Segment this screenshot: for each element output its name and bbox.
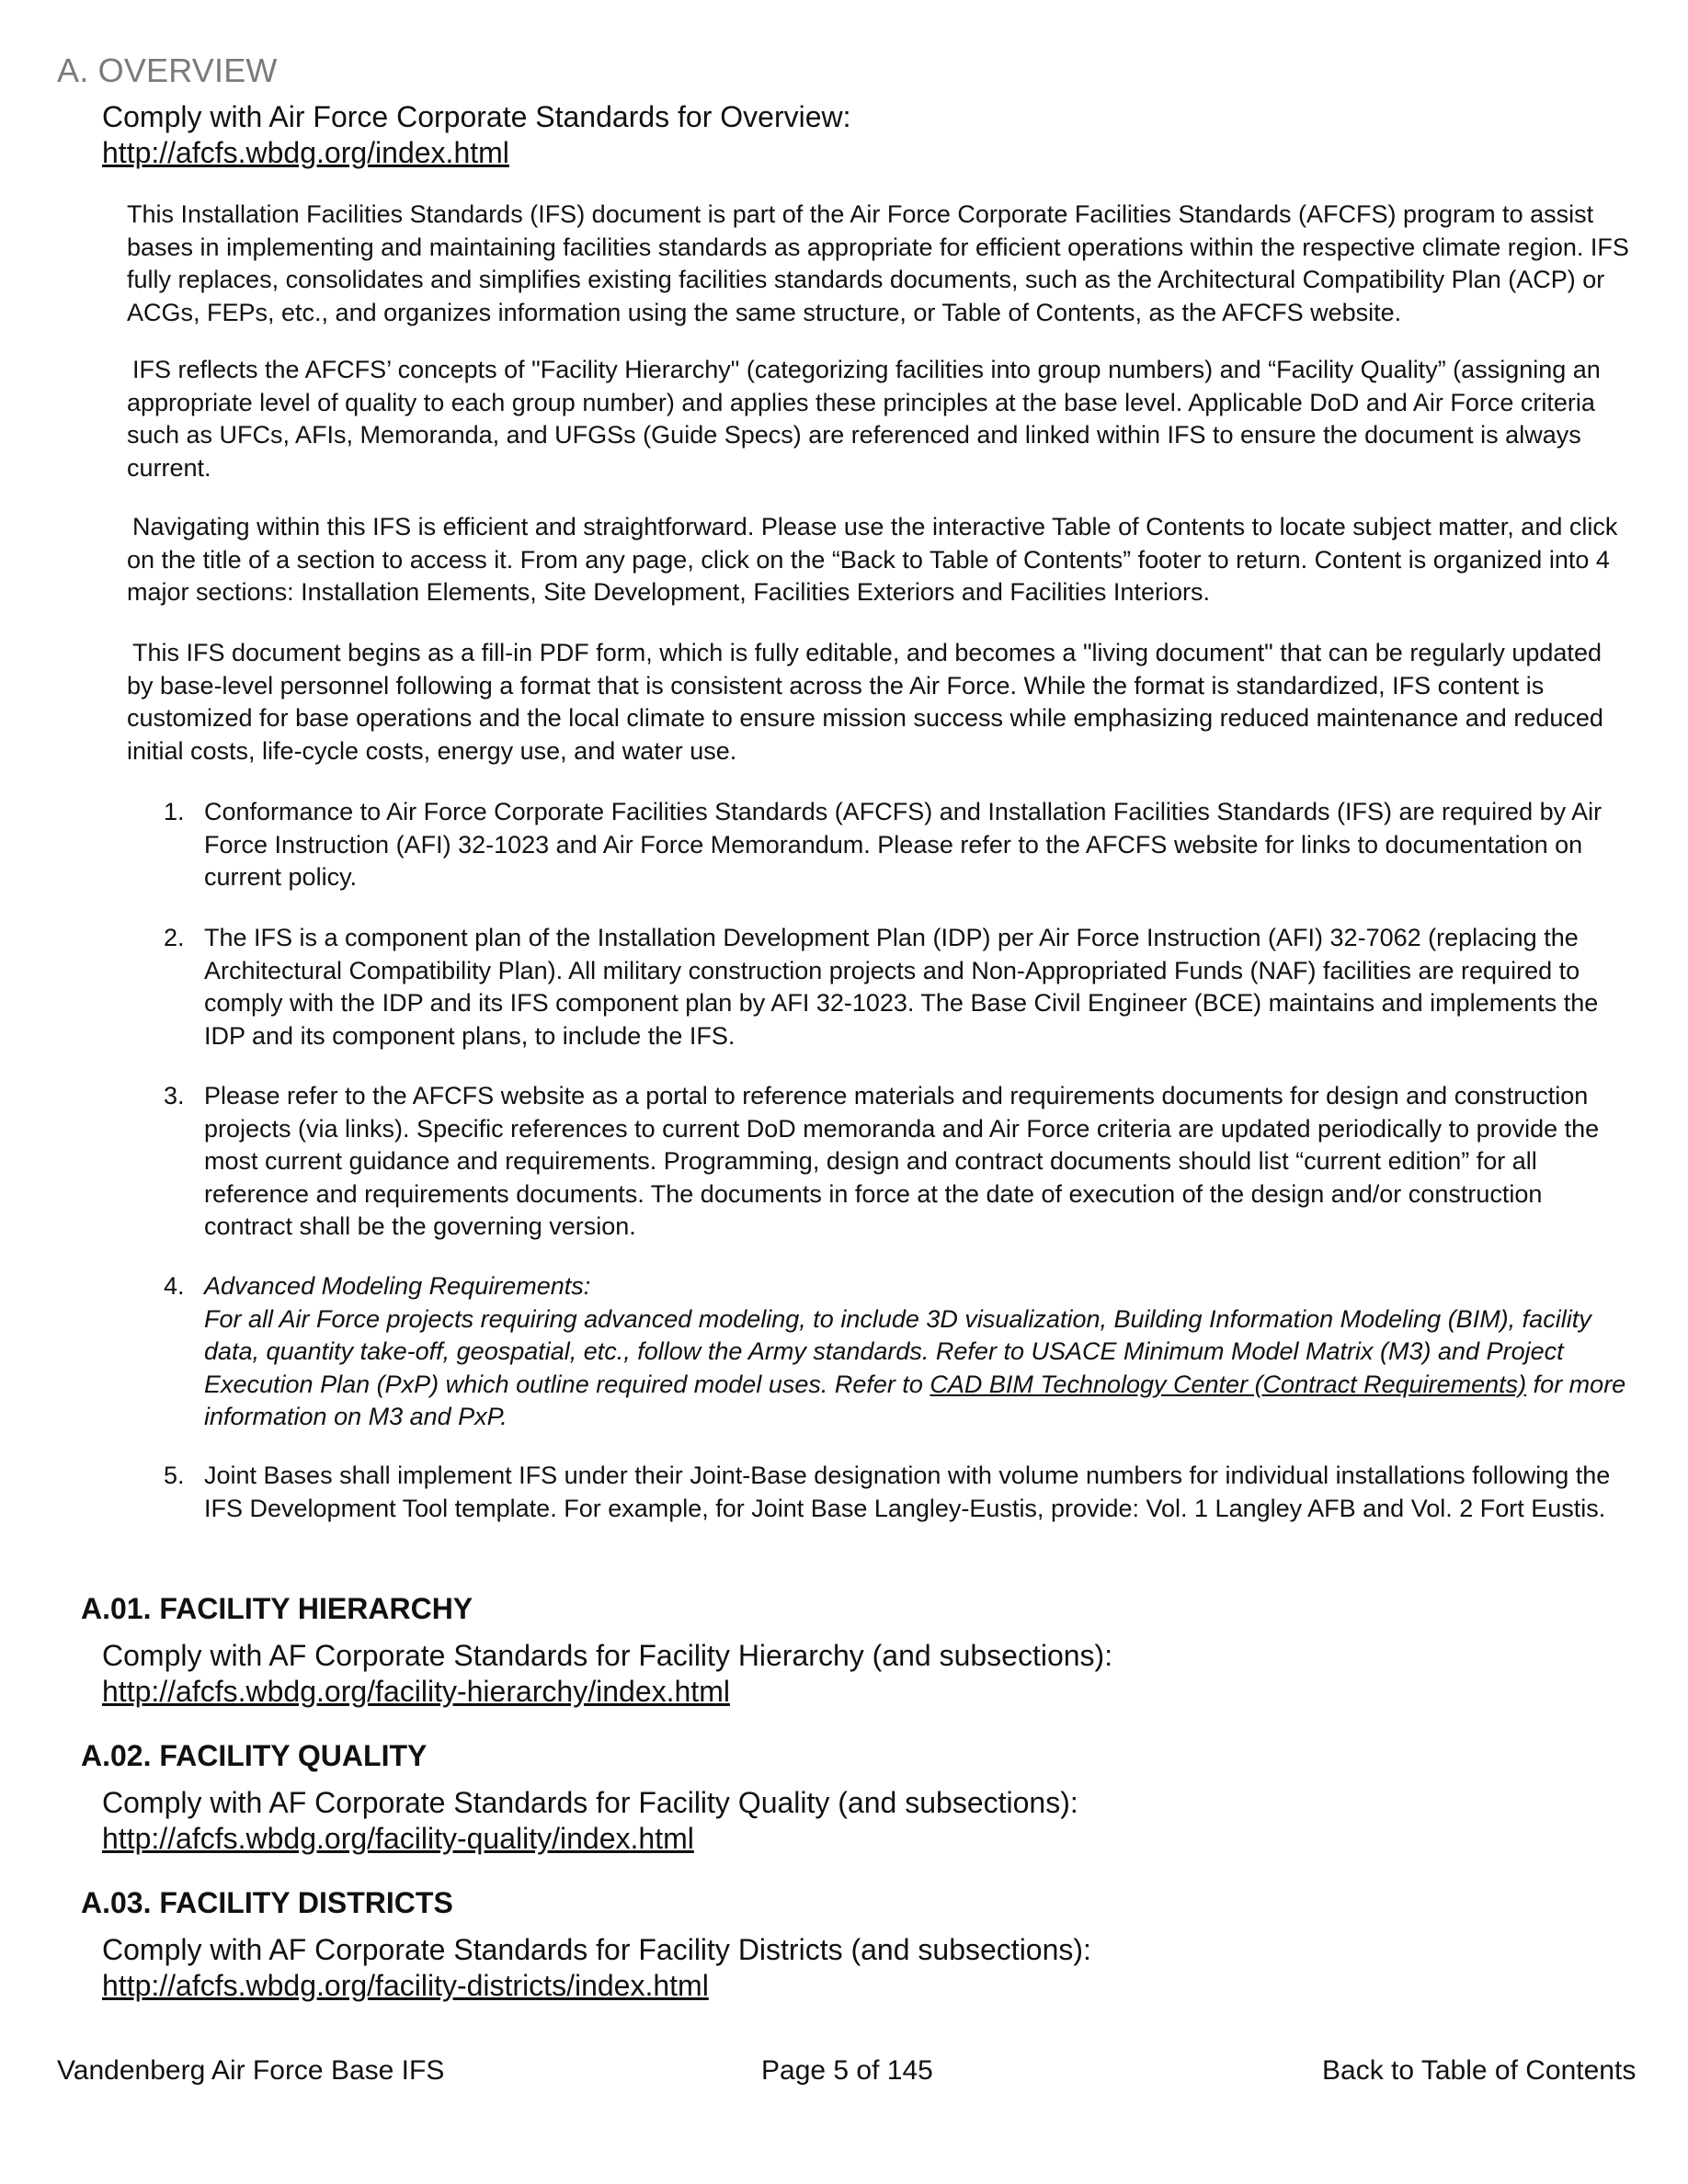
list-number: 2. [164,924,185,951]
list-number: 5. [164,1462,185,1489]
subsection-text: Comply with AF Corporate Standards for Facility Hierarchy (and subsections): [102,1639,1113,1672]
list-number: 4. [164,1272,185,1300]
list-item-text: Joint Bases shall implement IFS under their Joint-Base designation with volume numbers for individual installations following the IFS Development Tool template. For example, for Joint Base Langley-Eustis, provide: Vol. 1 Langley AFB and Vol. 2 Fort Eustis. [204,1462,1611,1522]
section-title: A. OVERVIEW [57,51,278,89]
subsection-title-hierarchy: A.01. FACILITY HIERARCHY [81,1592,473,1625]
overview-link[interactable]: http://afcfs.wbdg.org/index.html [102,136,509,169]
facility-quality-link[interactable]: http://afcfs.wbdg.org/facility-quality/index.html [102,1822,694,1855]
list-item [164,1080,1635,1244]
list-number: 1. [164,798,185,825]
paragraph-1: This Installation Facilities Standards (IFS) document is part of the Air Force Corporate Facilities Standards (AFCFS) program to assist bases in implementing and maintaining facilities standards as appropriate for efficient operations within the respective climate region. IFS fully replaces, consolidates and simplifies existing facilities standards documents, such as the Architectural Compatibility Plan (ACP) or ACGs, FEPs, etc., and organizes information using the same structure, or Table of Contents, as the AFCFS website. [127,200,1629,326]
list-item-text [204,1270,1635,1434]
list-item [164,796,1635,894]
paragraph-2: IFS reflects the AFCFS’ concepts of "Facility Hierarchy" (categorizing facilities into group numbers) and “Facility Quality” (assigning an appropriate level of quality to each group number) and applies these principles at the base level. Applicable DoD and Air Force criteria such as UFCs, AFIs, Memoranda, and UFGSs (Guide Specs) are referenced and linked within IFS to ensure the document is always current. [127,356,1601,482]
facility-districts-link[interactable]: http://afcfs.wbdg.org/facility-districts/index.html [102,1969,709,2002]
subsection-comply-quality [102,1785,1078,1857]
footer-page-number: Page 5 of 145 [761,2055,933,2086]
list-item-heading: Advanced Modeling Requirements: [204,1272,591,1300]
subsection-text: Comply with AF Corporate Standards for Facility Quality (and subsections): [102,1786,1078,1819]
paragraph-3: Navigating within this IFS is efficient and straightforward. Please use the interactive Table of Contents to locate subject matter, and click on the title of a section to access it. From any page, click on the “Back to Table of Contents” footer to return. Content is organized into 4 major sections: Installation Elements, Site Development, Facilities Exteriors and Facilities Interiors. [127,513,1618,606]
back-to-toc-link[interactable]: Back to Table of Contents [1322,2055,1637,2086]
list-item-text: Please refer to the AFCFS website as a portal to reference materials and requirements documents for design and construction projects (via links). Specific references to current DoD memoranda and Air Force criteria are updated periodically to provide the most current guidance and requirements. Programming, design and contract documents should list “current edition” for all reference and requirements documents. The documents in force at the date of execution of the design and/or construction contract shall be the governing version. [204,1082,1600,1240]
list-item-text-before: For all Air Force projects requiring advanced modeling, to include 3D visualization, Building Information Modeling (BIM), facility data, quantity take-off, geospatial, etc., follow the Army standards. Refer to USACE Minimum Model Matrix (M3) and Project Execution Plan (PxP) which outline required model uses. Refer to [204,1304,1591,1398]
list-item-text: Conformance to Air Force Corporate Facilities Standards (AFCFS) and Installation Facilities Standards (IFS) are required by Air Force Instruction (AFI) 32-1023 and Air Force Memorandum. Please refer to the AFCFS website for links to documentation on current policy. [204,798,1602,891]
list-item [164,922,1635,1052]
subsection-text: Comply with AF Corporate Standards for Facility Districts (and subsections): [102,1933,1091,1966]
list-item-text-after: for more information on M3 and PxP. [204,1370,1626,1430]
list-item-body [204,1303,1635,1434]
footer-document-title: Vandenberg Air Force Base IFS [57,2055,445,2086]
list-item [164,1460,1635,1525]
cad-bim-link[interactable]: CAD BIM Technology Center (Contract Requirements) [930,1370,1527,1398]
subsection-comply-districts [102,1932,1091,2004]
paragraph-4: This IFS document begins as a fill-in PDF form, which is fully editable, and becomes a "living document" that can be regularly updated by base-level personnel following a format that is consistent across the Air Force. While the format is standardized, IFS content is customized for base operations and the local climate to ensure mission success while emphasizing reduced maintenance and reduced initial costs, life-cycle costs, energy use, and water use. [127,639,1603,765]
list-item [164,1270,1635,1434]
list-number: 3. [164,1082,185,1109]
subsection-title-quality: A.02. FACILITY QUALITY [81,1739,428,1772]
list-item-text: The IFS is a component plan of the Installation Development Plan (IDP) per Air Force Instruction (AFI) 32-7062 (replacing the Architectural Compatibility Plan). All military construction projects and Non-Appropriated Funds (NAF) facilities are required to comply with the IDP and its IFS component plan by AFI 32-1023. The Base Civil Engineer (BCE) maintains and implements the IDP and its component plans, to include the IFS. [204,924,1599,1050]
subsection-comply-hierarchy [102,1638,1112,1710]
facility-hierarchy-link[interactable]: http://afcfs.wbdg.org/facility-hierarchy/index.html [102,1675,730,1708]
subsection-title-districts: A.03. FACILITY DISTRICTS [81,1886,453,1919]
overview-comply-text: Comply with Air Force Corporate Standards for Overview: [102,100,851,133]
overview-comply [102,99,851,171]
